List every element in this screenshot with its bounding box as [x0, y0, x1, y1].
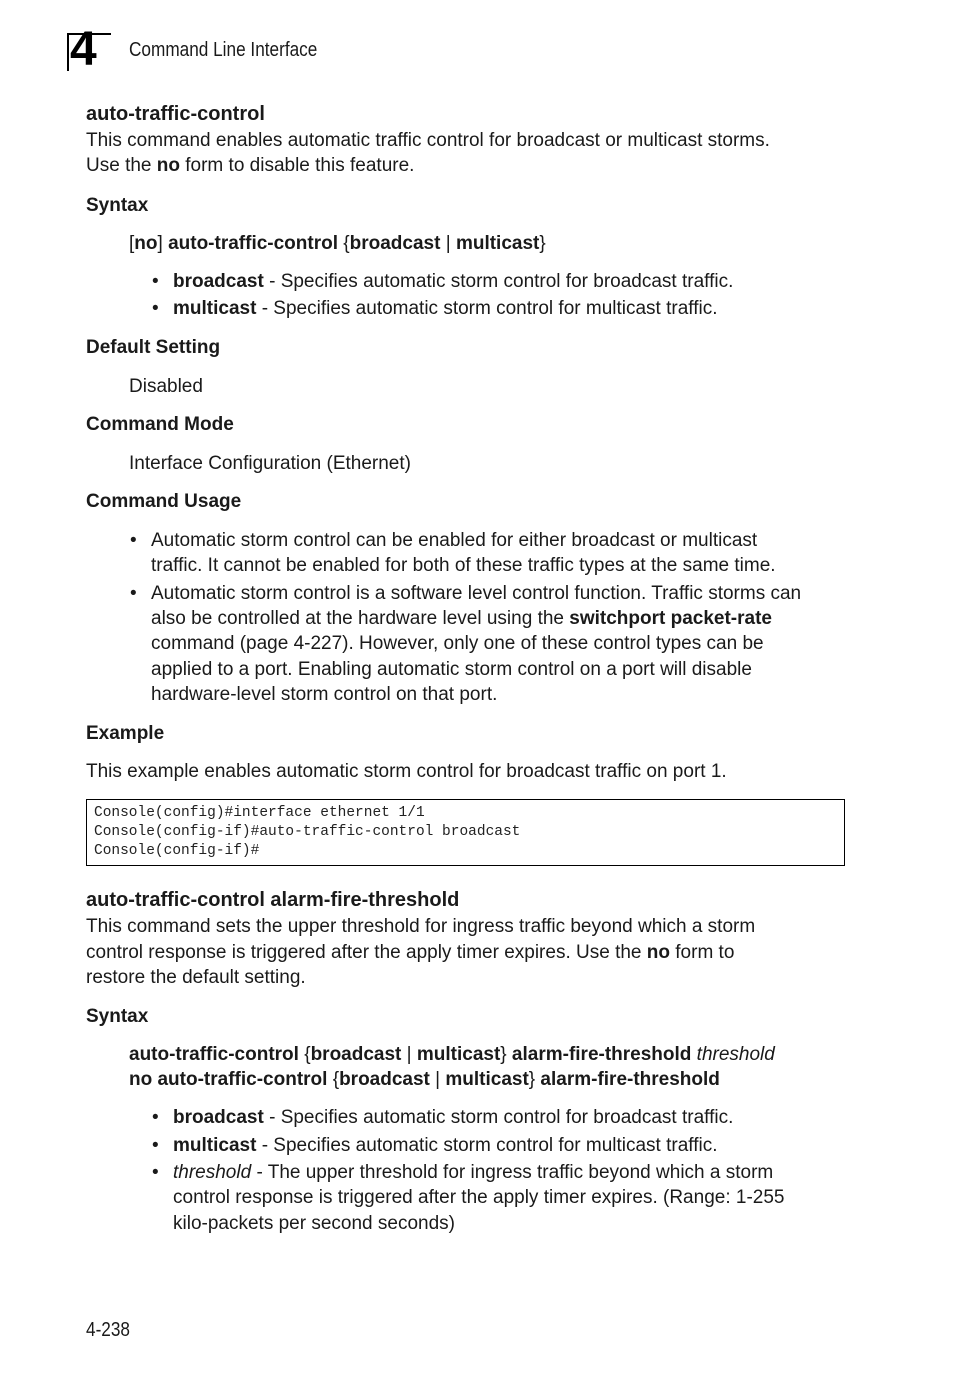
bullet-icon: • — [152, 1135, 159, 1156]
chapter-number: 4 — [70, 23, 97, 76]
syntax-line: no auto-traffic-control {broadcast | multicast} alarm-fire-threshold — [129, 1069, 720, 1090]
bullet-icon: • — [152, 298, 159, 319]
syntax-heading: Syntax — [86, 195, 149, 216]
code-line: Console(config)#interface ethernet 1/1 — [94, 805, 425, 821]
section-title-alarm-fire-threshold: auto-traffic-control alarm-fire-threshold — [86, 889, 460, 911]
section-title-auto-traffic-control: auto-traffic-control — [86, 103, 265, 125]
param-item-threshold: threshold - The upper threshold for ingress traffic beyond which a storm — [173, 1162, 774, 1183]
param-item-broadcast: broadcast - Specifies automatic storm control for broadcast traffic. — [173, 1107, 734, 1128]
usage-line: also be controlled at the hardware level using the switchport packet-rate — [151, 608, 772, 629]
example-text: This example enables automatic storm control for broadcast traffic on port 1. — [86, 761, 727, 782]
param-item-multicast: multicast - Specifies automatic storm control for multicast traffic. — [173, 298, 718, 319]
usage-line: traffic. It cannot be enabled for both of these traffic types at the same time. — [151, 555, 776, 576]
param-line: control response is triggered after the apply timer expires. (Range: 1-255 — [173, 1187, 785, 1208]
bullet-icon: • — [152, 1107, 159, 1128]
syntax-line: [no] auto-traffic-control {broadcast | multicast} — [129, 233, 546, 254]
command-usage-heading: Command Usage — [86, 491, 242, 512]
usage-line: Automatic storm control can be enabled for either broadcast or multicast — [151, 530, 758, 551]
bullet-icon: • — [152, 271, 159, 292]
intro-line: This command enables automatic traffic control for broadcast or multicast storms. — [86, 130, 770, 151]
bullet-icon: • — [130, 583, 137, 604]
page-number: 4-238 — [86, 1319, 130, 1341]
default-setting-value: Disabled — [129, 376, 203, 397]
syntax-line: auto-traffic-control {broadcast | multicast} alarm-fire-threshold threshold — [129, 1044, 775, 1065]
intro-line: restore the default setting. — [86, 967, 306, 988]
intro-line: Use the no form to disable this feature. — [86, 155, 415, 176]
usage-line: Automatic storm control is a software level control function. Traffic storms can — [151, 583, 802, 604]
param-line: kilo-packets per second seconds) — [173, 1213, 455, 1234]
command-mode-value: Interface Configuration (Ethernet) — [129, 453, 411, 474]
syntax-heading: Syntax — [86, 1006, 149, 1027]
command-mode-heading: Command Mode — [86, 414, 234, 435]
bullet-icon: • — [152, 1162, 159, 1183]
intro-line: This command sets the upper threshold for ingress traffic beyond which a storm — [86, 916, 756, 937]
default-setting-heading: Default Setting — [86, 337, 221, 358]
usage-line: command (page 4-227). However, only one of these control types can be — [151, 633, 764, 654]
usage-line: applied to a port. Enabling automatic storm control on a port will disable — [151, 659, 752, 680]
code-line: Console(config-if)#auto-traffic-control broadcast — [94, 824, 521, 840]
param-item-broadcast: broadcast - Specifies automatic storm control for broadcast traffic. — [173, 271, 734, 292]
usage-line: hardware-level storm control on that port. — [151, 684, 498, 705]
example-heading: Example — [86, 723, 165, 744]
param-item-multicast: multicast - Specifies automatic storm control for multicast traffic. — [173, 1135, 718, 1156]
code-example-box — [86, 799, 845, 866]
code-line: Console(config-if)# — [94, 843, 260, 859]
running-head: Command Line Interface — [129, 39, 318, 61]
bullet-icon: • — [130, 530, 137, 551]
intro-line: control response is triggered after the apply timer expires. Use the no form to — [86, 942, 735, 963]
